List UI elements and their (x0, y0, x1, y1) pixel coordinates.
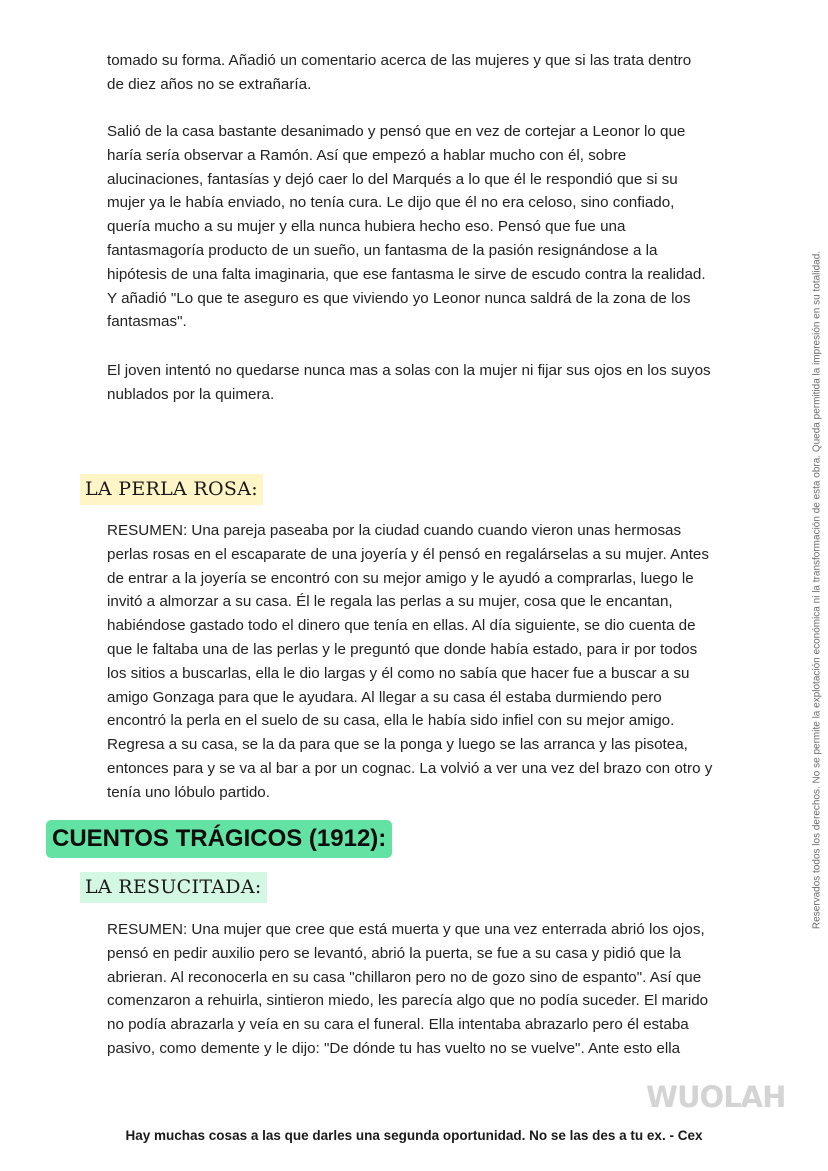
heading-cuentos-tragicos: CUENTOS TRÁGICOS (1912): (46, 820, 392, 858)
footer-banner: Hay muchas cosas a las que darles una segunda oportunidad. No se las des a tu ex. - Cex (125, 1128, 703, 1143)
wuolah-logo: WUOLAH (646, 1080, 786, 1114)
summary-la-perla-rosa: RESUMEN: Una pareja paseaba por la ciudad cuando cuando vieron unas hermosas perlas rosas en el escaparate de una joyería y él pensó en regalárselas a su mujer. Antes de entrar a la joyería se encontró con su mejor amigo y le ayudó a comprarlas, luego le invitó a almorzar a su casa. Él le regala las perlas a su mujer, cosa que le encantan, habiéndose gastado todo el dinero que tenía en ellas. Al día siguiente, se dio cuenta de que le faltaba una de las perlas y le preguntó que donde había estado, para ir por todos los sitios a buscarlas, ella le dio largas y él como no sabía que hacer fue a buscar a su amigo Gonzaga para que le ayudara. Al llegar a su casa él estaba durmiendo pero encontró la perla en el suelo de su casa, ella le había sido infiel con su mejor amigo. Regresa a su casa, se la da para que se la ponga y luego se las arranca y las pisotea, entonces para y se va al bar a por un cognac. La volvió a ver una vez del brazo con otro y tenía uno lóbulo partido. (107, 522, 713, 801)
heading-la-perla-rosa: LA PERLA ROSA: (80, 474, 263, 505)
paragraph-continuation: tomado su forma. Añadió un comentario acerca de las mujeres y que si las trata dentro de diez años no se extrañaría. (107, 52, 692, 93)
heading-la-resucitada: LA RESUCITADA: (80, 872, 267, 903)
summary-la-resucitada: RESUMEN: Una mujer que cree que está muerta y que una vez enterrada abrió los ojos, pensó en pedir auxilio pero se levantó, abrió la puerta, se fue a su casa y pidió que la abrieran. Al reconocerla en su casa "chillaron pero no de gozo sino de espanto". Así que comenzaron a rehuirla, sintieron miedo, les parecía algo que no podía suceder. El marido no podía abrazarla y veía en su cara el funeral. Ella intentaba abrazarlo pero él estaba pasivo, como demente y le dijo: "De dónde tu has vuelto no se vuelve". Ante esto ella (107, 921, 709, 1057)
paragraph-ramon-conversation: Salió de la casa bastante desanimado y pensó que en vez de cortejar a Leonor lo que haría sería observar a Ramón. Así que empezó a hablar mucho con él, sobre alucinaciones, fantasías y dejó caer lo del Marqués a lo que él le respondió que si su mujer ya le había enviado, no tenía cura. Le dijo que él no era celoso, sino confiado, quería mucho a su mujer y ella nunca hubiera hecho eso. Pensó que fue una fantasmagoría producto de un sueño, un fantasma de la pasión resignándose a la hipótesis de una falta imaginaria, que ese fantasma le sirve de escudo contra la realidad. Y añadió "Lo que te aseguro es que viviendo yo Leonor nunca saldrá de la zona de los fantasmas". (107, 123, 706, 331)
paragraph-young-man: El joven intentó no quedarse nunca mas a solas con la mujer ni fijar sus ojos en los suyos nublados por la quimera. (107, 362, 711, 403)
copyright-notice: Reservados todos los derechos. No se permite la explotación económica ni la transformación de esta obra. Queda permitida la impresión en su totalidad. (811, 250, 823, 930)
